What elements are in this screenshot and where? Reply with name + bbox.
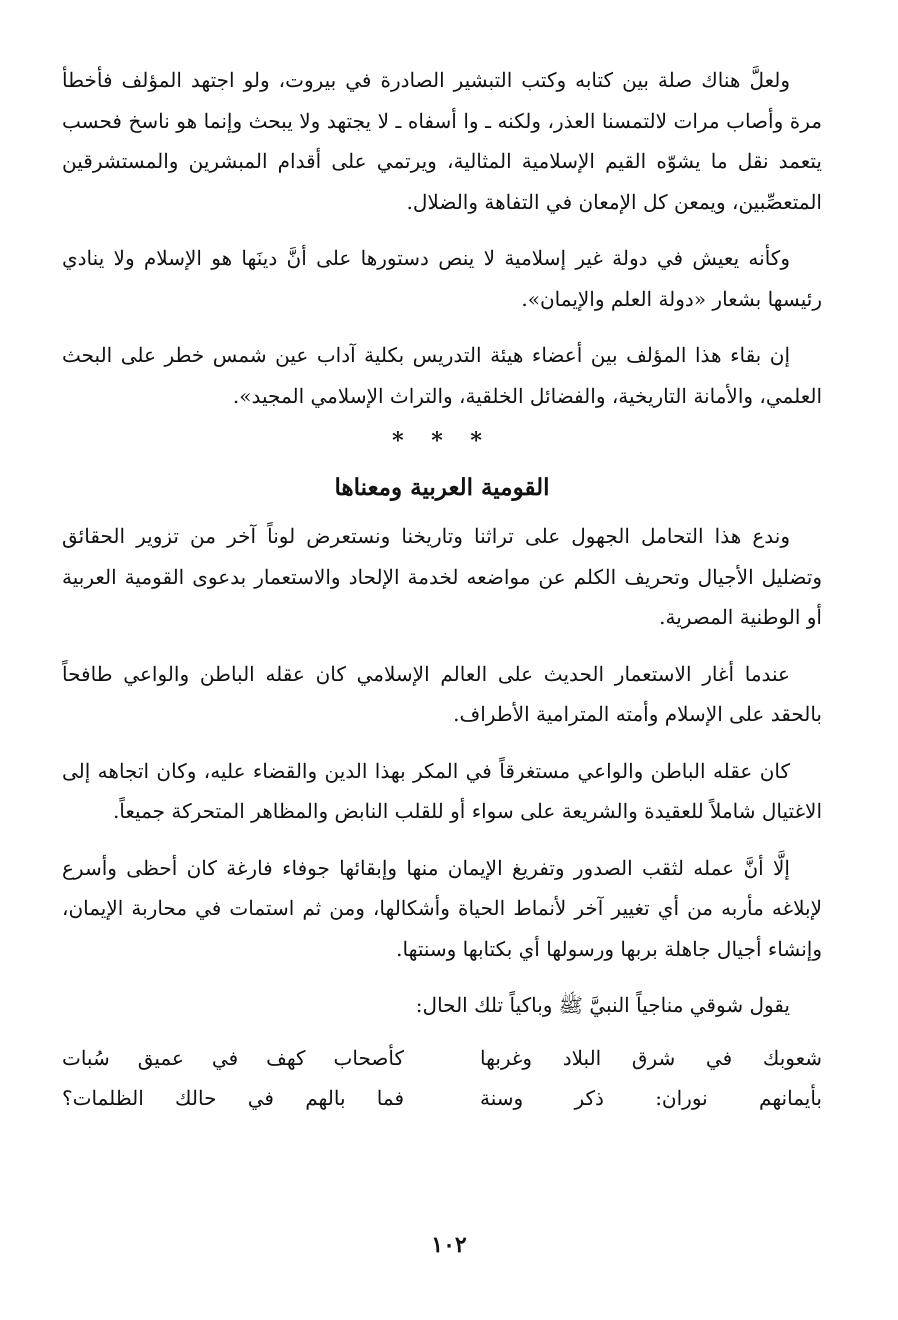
section-separator: * * *: [392, 428, 492, 454]
page-number: ١٠٢: [431, 1232, 467, 1258]
paragraph-3: إن بقاء هذا المؤلف بين أعضاء هيئة التدريس بكلية آداب عين شمس خطر على البحث العلمي، والأمانة التاريخية، والفضائل الخلقية، والتراث الإسلامي المجيد».: [62, 343, 822, 408]
paragraph-2: وكأنه يعيش في دولة غير إسلامية لا ينص دستورها على أنَّ دينَها هو الإسلام ولا ينادي رئيسها بشعار «دولة العلم والإيمان».: [62, 246, 822, 311]
verse-1-second-hemistich: كأصحاب كهف في عميق سُبات: [62, 1045, 404, 1070]
poem-intro: يقول شوقي مناجياً النبيَّ ﷺ وباكياً تلك الحال:: [415, 993, 790, 1017]
page-body: [62, 60, 822, 1118]
verse-2-first-hemistich: بأيمانهم نوران: ذكر وسنة: [480, 1085, 822, 1110]
paragraph-5: عندما أغار الاستعمار الحديث على العالم الإسلامي كان عقله الباطن والواعي طافحاً بالحقد على الإسلام وأمته المترامية الأطراف.: [62, 661, 822, 726]
poem-verse-1: [62, 1038, 822, 1078]
verse-2-second-hemistich: فما بالهم في حالك الظلمات؟: [62, 1085, 404, 1110]
verse-1-first-hemistich: شعوبك في شرق البلاد وغربها: [480, 1045, 822, 1070]
poem-verse-2: [62, 1078, 822, 1118]
paragraph-1: ولعلَّ هناك صلة بين كتابه وكتب التبشير الصادرة في بيروت، ولو اجتهد المؤلف فأخطأ مرة وأصاب مرات لالتمسنا العذر، ولكنه ـ وا أسفاه ـ لا يجتهد ولا يبحث وإنما هو ناسخ فحسب يتعمد نقل ما يشوّه القيم الإسلامية المثالية، ويرتمي على أقدام المبشرين والمستشرقين المتعصِّبين، ويمعن كل الإمعان في التفاهة والضلال.: [62, 68, 822, 214]
section-heading: القومية العربية ومعناها: [334, 474, 550, 501]
paragraph-6: كان عقله الباطن والواعي مستغرقاً في المكر بهذا الدين والقضاء عليه، وكان اتجاهه إلى الاغتيال شاملاً للعقيدة والشريعة على سواء أو للقلب النابض والمظاهر المتحركة جميعاً.: [62, 758, 822, 823]
poem: [62, 1038, 822, 1118]
paragraph-7: إلَّا أنَّ عمله لثقب الصدور وتفريغ الإيمان منها وإبقائها جوفاء فارغة كان أحظى وأسرع لإبلاغه مأربه من أي تغيير آخر لأنماط الحياة وأشكالها، ومن ثم استمات في محاربة الإيمان، وإنشاء أجيال جاهلة بربها ورسولها أي بكتابها وسنتها.: [62, 855, 822, 961]
paragraph-4: وندع هذا التحامل الجهول على تراثنا وتاريخنا ونستعرض لوناً آخر من تزوير الحقائق وتضليل الأجيال وتحريف الكلم عن مواضعه لخدمة الإلحاد والاستعمار بدعوى القومية العربية أو الوطنية المصرية.: [62, 524, 822, 629]
